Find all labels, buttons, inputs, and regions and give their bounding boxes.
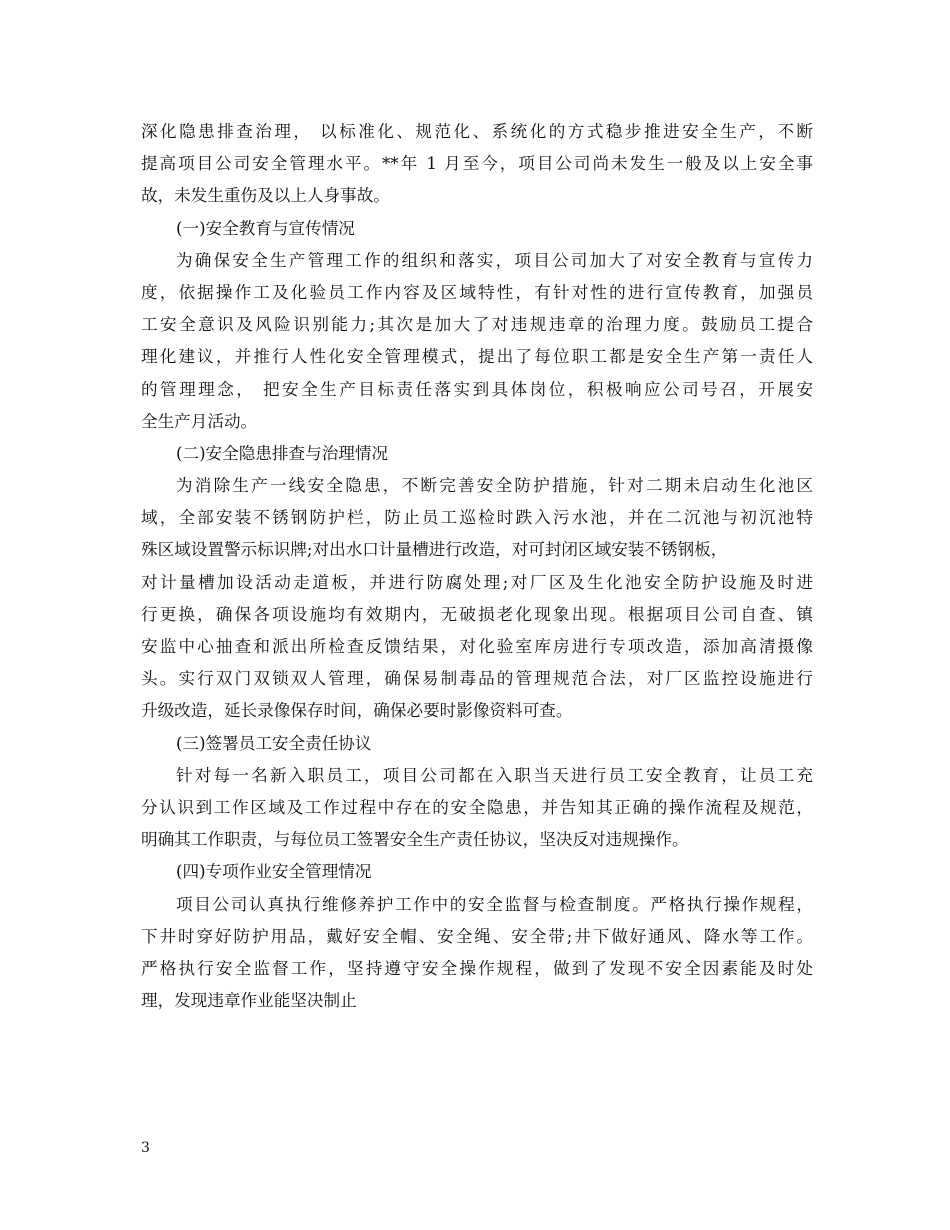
text-line: (二)安全隐患排查与治理情况 (176, 443, 389, 463)
text-line: 全生产月活动。 (141, 411, 258, 431)
page-number: 3 (141, 1140, 150, 1156)
text-line: 安监中心抽查和派出所检查反馈结果，对化验室库房进行专项改造，添加高清摄像 (141, 637, 813, 656)
text-line: 理化建议，并推行人性化安全管理模式，提出了每位职工都是安全生产第一责任人 (141, 347, 813, 367)
text-line: 头。实行双门双锁双人管理，确保易制毒品的管理规范合法，对厂区监控设施进行 (141, 669, 813, 689)
text-line: (一)安全教育与宣传情况 (176, 218, 355, 238)
text-line: 理，发现违章作业能坚决制止 (141, 991, 357, 1011)
text-line: 为确保安全生产管理工作的组织和落实，项目公司加大了对安全教育与宣传力 (176, 250, 813, 270)
text-line: 的管理理念， 把安全生产目标责任落实到具体岗位，积极响应公司号召，开展安 (141, 379, 813, 399)
text-line: (四)专项作业安全管理情况 (176, 862, 372, 882)
text-line: 故，未发生重伤及以上人身事故。 (141, 186, 390, 206)
text-line: 项目公司认真执行维修养护工作中的安全监督与检查制度。严格执行操作规程， (176, 894, 813, 914)
text-line: 域，全部安装不锈钢防护栏，防止员工巡检时跌入污水池，并在二沉池与初沉池特 (141, 508, 813, 528)
text-line: 明确其工作职责，与每位员工签署安全生产责任协议，坚决反对违规操作。 (141, 830, 689, 850)
text-line: 殊区域设置警示标识牌;对出水口计量槽进行改造，对可封闭区域安装不锈钢板， (141, 540, 728, 560)
text-line: 行更换，确保各项设施均有效期内，无破损老化现象出现。根据项目公司自查、镇 (141, 604, 813, 624)
text-line: 严格执行安全监督工作，坚持遵守安全操作规程，做到了发现不安全因素能及时处 (141, 958, 813, 978)
text-line: 深化隐患排查治理， 以标准化、规范化、系统化的方式稳步推进安全生产，不断 (141, 122, 813, 141)
text-line: 提高项目公司安全管理水平。**年 1 月至今，项目公司尚未发生一般及以上安全事 (141, 154, 813, 174)
text-line: (三)签署员工安全责任协议 (176, 733, 372, 753)
text-line: 下井时穿好防护用品，戴好安全帽、安全绳、安全带;井下做好通风、降水等工作。 (141, 926, 813, 946)
body-text (141, 116, 813, 1017)
text-line: 对计量槽加设活动走道板，并进行防腐处理;对厂区及生化池安全防护设施及时进 (141, 572, 813, 592)
text-line: 度，依据操作工及化验员工作内容及区域特性，有针对性的进行宣传教育，加强员 (141, 282, 813, 302)
text-line: 分认识到工作区域及工作过程中存在的安全隐患，并告知其正确的操作流程及规范， (141, 797, 813, 817)
text-line: 针对每一名新入职员工，项目公司都在入职当天进行员工安全教育，让员工充 (176, 765, 813, 785)
text-line: 升级改造，延长录像保存时间，确保必要时影像资料可查。 (141, 701, 573, 721)
text-line: 工安全意识及风险识别能力;其次是加大了对违规违章的治理力度。鼓励员工提合 (141, 315, 813, 335)
text-line: 为消除生产一线安全隐患，不断完善安全防护措施，针对二期未启动生化池区 (176, 476, 813, 496)
